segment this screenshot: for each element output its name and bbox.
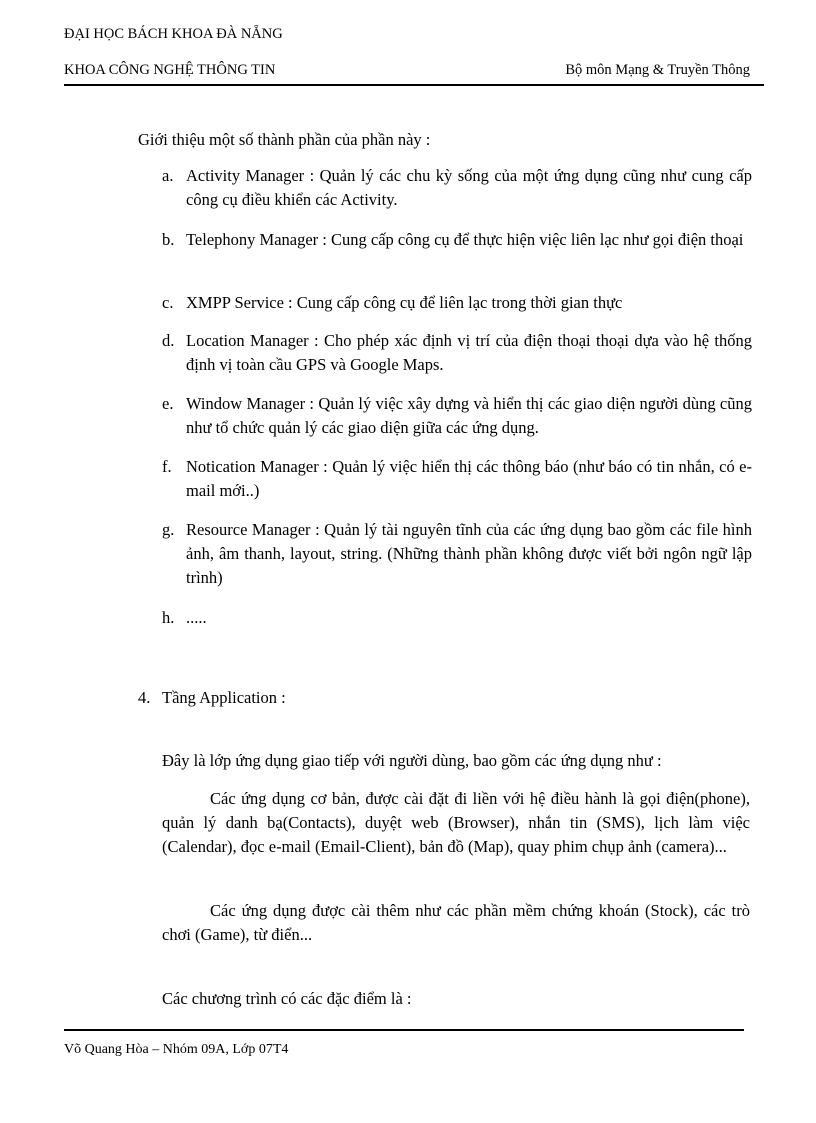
list-item-text: Location Manager : Cho phép xác định vị trí của điện thoại thoại dựa vào hệ thống định vị toàn cầu GPS và Google Maps. [186, 331, 752, 374]
paragraph: Các ứng dụng được cài thêm như các phần mềm chứng khoán (Stock), các trò chơi (Game), từ điển... [162, 901, 750, 944]
list-marker: e. [162, 394, 174, 413]
section-heading [138, 686, 286, 710]
paragraph: Các chương trình có các đặc điểm là : [162, 989, 412, 1008]
section-title: Tầng Application : [162, 688, 286, 707]
list-item-text: Telephony Manager : Cung cấp công cụ để thực hiện việc liên lạc như gọi điện thoại [186, 230, 744, 249]
list-item-text: Activity Manager : Quản lý các chu kỳ sống của một ứng dụng cũng như cung cấp công cụ điều khiển các Activity. [186, 166, 752, 209]
list-item [162, 392, 752, 440]
list-item-text: XMPP Service : Cung cấp công cụ để liên lạc trong thời gian thực [186, 293, 623, 312]
footer-divider [64, 1029, 744, 1031]
list-item-text: ..... [186, 608, 207, 627]
section-number: 4. [138, 688, 151, 707]
list-marker: b. [162, 230, 175, 249]
list-item-text: Window Manager : Quản lý việc xây dựng và hiển thị các giao diện người dùng cũng như tổ chức quản lý các giao diện giữa các ứng dụng. [186, 394, 752, 437]
list-item [162, 518, 752, 590]
list-item [162, 228, 752, 252]
paragraph: Các ứng dụng cơ bản, được cài đặt đi liền với hệ điều hành là gọi điện(phone), quản lý danh bạ(Contacts), duyệt web (Browser), nhắn tin (SMS), lịch làm việc (Calendar), đọc e-mail (Email-Client), bản đồ (Map), quay phim chụp ảnh (camera)... [162, 789, 750, 856]
list-marker: a. [162, 166, 174, 185]
list-item [162, 606, 752, 630]
list-marker: d. [162, 331, 175, 350]
paragraph: Đây là lớp ứng dụng giao tiếp với người dùng, bao gồm các ứng dụng như : [162, 751, 662, 770]
header-department: Bộ môn Mạng & Truyền Thông [565, 62, 750, 78]
header-faculty: KHOA CÔNG NGHỆ THÔNG TIN [64, 62, 276, 78]
list-item [162, 455, 752, 503]
list-item-text: Resource Manager : Quản lý tài nguyên tĩnh của các ứng dụng bao gồm các file hình ảnh, âm thanh, layout, string. (Những thành phần không được viết bởi ngôn ngữ lập trình) [186, 520, 752, 587]
footer-text: Võ Quang Hòa – Nhóm 09A, Lớp 07T4 [64, 1042, 289, 1057]
header-university: ĐẠI HỌC BÁCH KHOA ĐÀ NẴNG [64, 26, 283, 42]
list-marker: f. [162, 457, 172, 476]
intro-text: Giới thiệu một số thành phần của phần này : [138, 130, 431, 149]
list-marker: c. [162, 293, 174, 312]
list-item-text: Notication Manager : Quản lý việc hiển thị các thông báo (như báo có tin nhắn, có e-mail mới..) [186, 457, 752, 500]
list-marker: g. [162, 520, 175, 539]
list-item [162, 291, 752, 315]
list-marker: h. [162, 608, 175, 627]
header-divider [64, 84, 764, 86]
list-item [162, 329, 752, 377]
list-item [162, 164, 752, 212]
